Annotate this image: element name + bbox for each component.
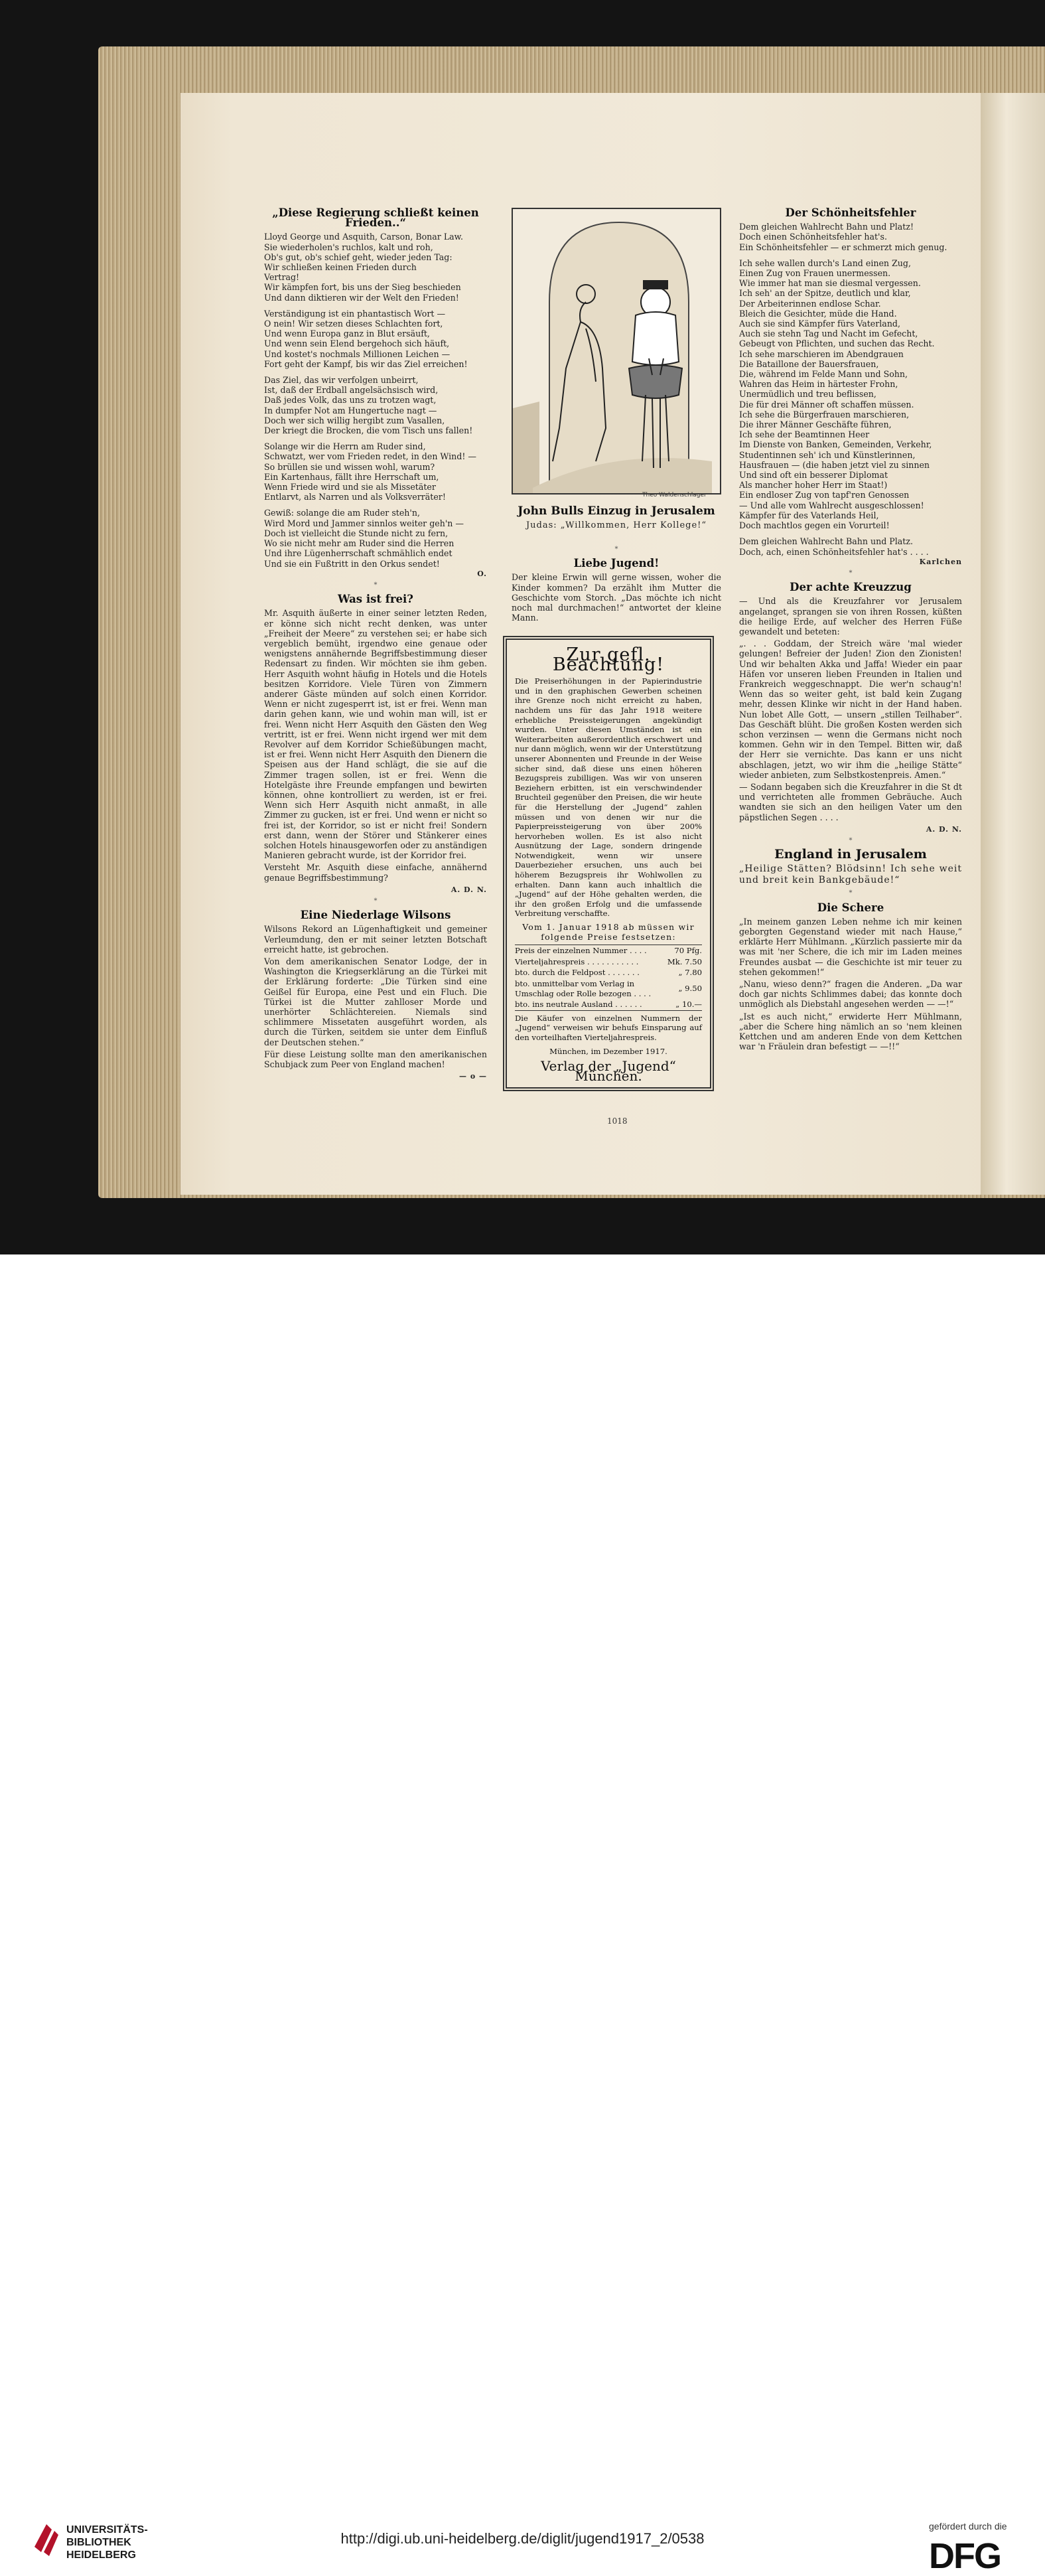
notice-publisher: Verlag der „Jugend“ München. bbox=[541, 1058, 676, 1084]
funding-note: gefördert durch die bbox=[929, 2521, 1007, 2532]
signature: O. bbox=[477, 569, 487, 578]
notice-prices-intro: Vom 1. Januar 1918 ab müssen wir folgende Preise festsetzen: bbox=[522, 922, 695, 942]
price-value: „ 9.50 bbox=[678, 984, 702, 994]
separator-star: * bbox=[374, 897, 378, 905]
article-paragraph: „Heilige Stätten? Blödsinn! Ich sehe weit und breit kein Bankgebäude!“ bbox=[739, 864, 962, 886]
cartoon-caption-line: Judas: „Willkommen, Herr Kollege!“ bbox=[525, 520, 707, 530]
notice-title: Zur gefl. Beachtung! bbox=[552, 644, 665, 675]
separator-star: * bbox=[374, 581, 378, 589]
poem-stanza: Dem gleichen Wahlrecht Bahn und Platz. Doch, ach, einen Schönheitsfehler hat's . . . . bbox=[739, 536, 929, 557]
price-value: „ 7.80 bbox=[678, 968, 702, 978]
dfg-logo: DFG bbox=[929, 2536, 1001, 2576]
separator-star: * bbox=[614, 546, 618, 553]
poem-stanza: Dem gleichen Wahlrecht Bahn und Platz! Doch einen Schönheitsfehler hat's. Ein Schönheitsfehler — er schmerzt mich genug. bbox=[739, 222, 947, 252]
article-title: England in Jerusalem bbox=[774, 847, 927, 862]
table-row bbox=[515, 999, 702, 1010]
poem-stanza: Das Ziel, das wir verfolgen unbeirrt, Ist, daß der Erdball angelsächsisch wird, Daß jedes Volk, das uns zu trotzen wagt, In dumpfer Not am Hungertuche nagt — Doch wer sich willig hergibt zum Vasallen, Der kriegt die Brocken, die vom Tisch uns fallen! bbox=[264, 375, 473, 436]
article-title: Eine Niederlage Wilsons bbox=[300, 909, 451, 922]
signature: A. D. N. bbox=[451, 885, 487, 894]
price-label: Vierteljahrespreis . . . . . . . . . . . bbox=[515, 956, 639, 966]
table-row bbox=[515, 967, 702, 978]
article-paragraph: Von dem amerikanischen Senator Lodge, der in Washington die Kriegserklärung an die Türkei mit der Erklärung forderte: „Die Türken sind eine Geißel für Europa, eine Pest und ein Fluch. Die Türkei ist die Mutter zahlloser Morde und unerhörter Schlächtereien. Niemals sind schlimmere Missetaten ausgeführt worden, als durch die Türken, seitdem sie unter dem Einfluß der Deutschen stehen.“ bbox=[264, 956, 487, 1047]
page-number: 1018 bbox=[607, 1116, 628, 1126]
permalink-url[interactable]: http://digi.ub.uni-heidelberg.de/diglit/jugend1917_2/0538 bbox=[340, 2530, 705, 2547]
notice-place-date: München, im Dezember 1917. bbox=[549, 1046, 667, 1056]
article-title: Der Schönheitsfehler bbox=[785, 206, 916, 219]
poem-stanza: Gewiß: solange die am Ruder steh'n, Wird Mord und Jammer sinnlos weiter geh'n — Doch ist vielleicht die Stunde nicht zu fern, Wo sie nicht mehr am Ruder sind die Herren Und ihre Lügenherrschaft schmählich endet Und sie ein Fußtritt in den Orkus sendet! bbox=[264, 508, 464, 569]
publisher-notice-box bbox=[503, 636, 714, 1091]
price-label: bto. unmittelbar vom Verlag in Umschlag oder Rolle bezogen . . . . bbox=[515, 979, 652, 998]
separator-star: * bbox=[849, 889, 853, 897]
article-paragraph: Versteht Mr. Asquith diese einfache, annähernd genaue Begriffsbestimmung? bbox=[264, 862, 487, 883]
price-label: bto. ins neutrale Ausland . . . . . . bbox=[515, 1000, 642, 1010]
poem-stanza: Ich sehe wallen durch's Land einen Zug, Einen Zug von Frauen unermessen. Wie immer hat man sie diesmal vergessen. Ich seh' an der Spitze, deutlich und klar, Der Arbeiterinnen endlose Schar. Bleich die Gesichter, müde die Hand. Auch sie sind Kämpfer fürs Vaterland, Auch sie stehn Tag und Nacht im Gefecht, Gebeugt von Pflichten, und suchen das Recht. Ich sehe marschieren im Abendgrauen Die Bataillone der Bauersfrauen, Die, während im Felde Mann und Sohn, Wahren das Heim in härtester Frohn, Unermüdlich und treu beflissen, Die für drei Männer oft schaffen müssen. Ich sehe die Bürgerfrauen marschieren, Die ihrer Männer Geschäfte führen, Ich sehe der Beamtinnen Heer Im Dienste von Banken, Gemeinden, Verkehr, Studentinnen seh' ich und Künstlerinnen, Hausfrauen — (die haben jetzt viel zu sinnen Und sind oft ein besserer Diplomat Als mancher hoher Herr im Staat!) Ein endloser Zug von tapf'ren Genossen — Und alle vom Wahlrecht ausgeschlossen! Kämpfer für des Vaterlands Heil, Doch machtlos gegen ein Vorurteil! bbox=[739, 258, 935, 531]
column-right bbox=[739, 204, 962, 1053]
article-title: Was ist frei? bbox=[338, 593, 413, 606]
article-paragraph: Wilsons Rekord an Lügenhaftigkeit und gemeiner Verleumdung, den er mit seiner letzten Botschaft erreicht hatte, ist gebrochen. bbox=[264, 924, 487, 954]
university-name-line: UNIVERSITÄTS- bbox=[66, 2524, 148, 2536]
article-paragraph: „Ist es auch nicht,“ erwiderte Herr Mühlmann, „aber die Schere hing nämlich an so 'nem kleinen Kettchen und am anderen Ende von dem Kettchen war 'n Fräulein dran befestigt — —!!“ bbox=[739, 1011, 962, 1052]
article-paragraph: „In meinem ganzen Leben nehme ich mir keinen geborgten Gegenstand wieder mit nach Hause,“ erklärte Herr Mühlmann. „Kürzlich passierte mir da was mit 'ner Schere, die ich mir im Laden meines Freundes ausbat — die Geschichte ist mir teuer zu stehen gekommen!“ bbox=[739, 916, 962, 977]
page-scan bbox=[0, 0, 1045, 1254]
signature: A. D. N. bbox=[926, 824, 962, 834]
article-paragraph: Mr. Asquith äußerte in einer seiner letzten Reden, er könne sich nicht recht denken, was unter „Freiheit der Meere“ zu verstehen sei; er habe sich vergeblich bemüht, irgendwo eine genaue oder wenigstens annähernde Begriffsbestimmung dieser Redensart zu finden. Wir möchten sie ihm geben. Herr Asquith wohnt häufig in Hotels und die Hotels besitzen Korridore. Viele Türen von Zimmern anderer Gäste münden auf solch einen Korridor. Wenn er nicht zugesperrt ist, ist er frei. Wenn man darin gehen kann, wie und wohin man will, ist er frei. Wenn nicht Herr Asquith den Gästen den Weg vertritt, ist er frei. Wenn nicht irgend wer mit dem Revolver auf dem Korridor Schießübungen macht, ist er frei. Wenn nicht Herr Asquith den Dienern die Speisen aus der Hand schlägt, die sie auf die Zimmer tragen sollen, ist er frei. Wenn die Hotelgäste ihre Freunde empfangen und bewirten können, ohne kontrolliert zu werden, ist er frei. Wenn sich Herr Asquith nicht anmaßt, in alle Zimmer zu gucken, ist er frei. Und wenn er nicht so frei ist, der Korridor, so ist er nicht frei! Sondern erst dann, wenn der Störer und Stänkerer eines solchen Hotels hinausgeworfen oder zu anständigen Manieren gebracht wurde, ist der Korridor frei. bbox=[264, 608, 487, 861]
signature: Karlchen bbox=[919, 557, 962, 566]
notice-outro: Die Käufer von einzelnen Nummern der „Jugend“ verweisen wir behufs Einsparung auf den vorteilhaften Vierteljahrespreis. bbox=[515, 1013, 702, 1042]
article-title: „Diese Regierung schließt keinen Frieden..“ bbox=[272, 206, 479, 230]
article-title: Der achte Kreuzzug bbox=[790, 581, 912, 594]
article-paragraph: „Nanu, wieso denn?“ fragen die Anderen. „Da war doch gar nichts Schlimmes dabei; das konnte doch unmöglich als Diebstahl angesehen werden — —!“ bbox=[739, 979, 962, 1010]
column-left bbox=[264, 204, 487, 1081]
cartoon-caption-title: John Bulls Einzug in Jerusalem bbox=[518, 504, 715, 518]
price-table bbox=[515, 945, 702, 1011]
poem-stanza: Verständigung ist ein phantastisch Wort — O nein! Wir setzen dieses Schlachten fort, Und wenn Europa ganz in Blut ersäuft, Und wenn sein Elend bergehoch sich häuft, Und kostet's nochmals Millionen Leichen — Fort geht der Kampf, bis wir das Ziel erreichen! bbox=[264, 308, 468, 369]
column-middle-text bbox=[512, 543, 721, 625]
poem-stanza: Solange wir die Herrn am Ruder sind, Schwatzt, wer vom Frieden redet, in den Wind! — So brüllen sie und wissen wohl, warum? Ein Kartenhaus, fällt ihre Herrschaft um, Wenn Friede wird und sie als Missetäter Entlarvt, als Narren und als Volksverräter! bbox=[264, 441, 477, 502]
article-paragraph: Für diese Leistung sollte man den amerikanischen Schubjack zum Peer von England machen! bbox=[264, 1049, 487, 1070]
article-paragraph: „. . . Goddam, der Streich wäre 'mal wieder gelungen! Befreier der Juden! Zion den Zionisten! Und wir behalten Akka und Jaffa! Wieder ein paar Häfen vor unseren lieben Freunden in Italien und Frankreich weggeschnappt. Die wer'n schaug'n! Wenn das so weiter geht, ist bald kein Zugang mehr, dessen Klinke wir nicht in der Hand haben. Nun lobet Alle Gott, — unsern „stillen Teilhaber“. Das Geschäft blüht. Die großen Kosten werden sich schon verzinsen — wenn die Germans nicht noch kommen. Gehn wir in den Tempel. Bitten wir, daß der Herr sie vernichte. Das kann er uns nicht abschlagen, jetzt, wo wir ihm die „heilige Stätte“ wieder anbieten, zum Selbstkostenpreis. Amen.“ bbox=[739, 639, 962, 780]
university-name-line: HEIDELBERG bbox=[66, 2549, 136, 2561]
separator-star: * bbox=[849, 836, 853, 844]
price-label: bto. durch die Feldpost . . . . . . . bbox=[515, 968, 640, 978]
article-paragraph: — Sodann begaben sich die Kreuzfahrer in die St dt und verrichteten alle frommen Gebräuche. Auch wandten sie sich an den heiligen Vater um den päpstlichen Segen . . . . bbox=[739, 781, 962, 822]
price-value: 70 Pfg. bbox=[674, 946, 702, 956]
viewer-footer bbox=[0, 1254, 1045, 2576]
cartoon-drawing bbox=[513, 209, 720, 493]
table-row bbox=[515, 945, 702, 956]
right-page-edge bbox=[981, 93, 1045, 1195]
separator-star: * bbox=[849, 569, 853, 577]
notice-body: Die Preiserhöhungen in der Papierindustrie und in den graphischen Gewerben scheinen ihre Grenze noch nicht erreicht zu haben, nachdem uns für das Jahr 1918 weitere erhebliche Preissteigerungen angekündigt wurden. Unter diesen Umständen ist ein Weiterarbeiten außerordentlich erschwert und nur dann möglich, wenn wir der Unterstützung unserer Abonnenten und Freunde in der Weise sicher sind, daß diese uns einen höheren Bezugspreis zubilligen. Was wir von unseren Beziehern erbitten, ist ein verschwindender Bruchteil gegenüber den Preisen, die wir heute für die Herstellung der „Jugend“ zahlen müssen und von denen wir nur die Papierpreissteigerung von über 200% hervorheben wollen. Es ist also nicht Ausnützung der Lage, sondern dringende Notwendigkeit, wenn wir unsere Dauerbezieher ersuchen, uns auch bei höherem Bezugspreis ihr Wohlwollen zu erhalten. Dann kann auch inhaltlich die „Jugend“ auf der Höhe gehalten werden, die ihr den großen Erfolg und die umfassende Verbreitung verschaffte. bbox=[515, 676, 702, 919]
article-paragraph: — Und als die Kreuzfahrer vor Jerusalem angelanget, sprangen sie von ihren Rossen, küßten die heilige Erde, auf welcher des Herren Füße gewandelt und beteten: bbox=[739, 596, 962, 637]
table-row bbox=[515, 978, 702, 999]
article-paragraph: Der kleine Erwin will gerne wissen, woher die Kinder kommen? Da erzählt ihm Mutter die Geschichte vom Storch. „Das möchte ich nicht noch mal durchmachen!“ antwortet der kleine Mann. bbox=[512, 572, 721, 623]
poem-stanza: Lloyd George und Asquith, Carson, Bonar Law. Sie wiederholen's ruchlos, kalt und roh, Ob's gut, ob's schief geht, wieder jeden Tag: Wir schließen keinen Frieden durch Vertrag! Wir kämpfen fort, bis uns der Sieg beschieden Und dann diktieren wir der Welt den Frieden! bbox=[264, 232, 463, 303]
table-row bbox=[515, 956, 702, 968]
article-title: Liebe Jugend! bbox=[573, 557, 660, 570]
illustrator-credit: Theo Waldenschlager bbox=[642, 492, 707, 498]
price-label: Preis der einzelnen Nummer . . . . bbox=[515, 946, 647, 956]
signature: — o — bbox=[459, 1072, 487, 1081]
university-name-line: BIBLIOTHEK bbox=[66, 2537, 131, 2548]
article-title: Die Schere bbox=[817, 901, 884, 914]
price-value: Mk. 7.50 bbox=[667, 956, 702, 966]
cartoon-illustration bbox=[512, 208, 721, 494]
price-value: „ 10.— bbox=[675, 1000, 702, 1010]
